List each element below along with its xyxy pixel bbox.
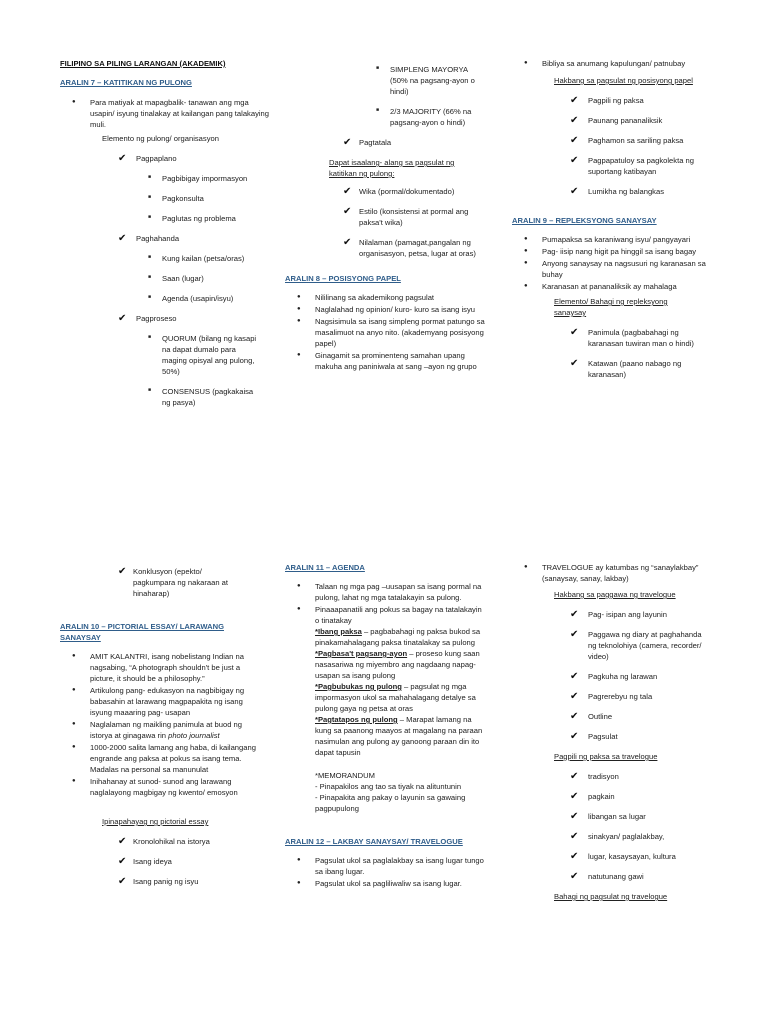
check-item: ✔ tradisyon — [512, 771, 712, 782]
checkmark-icon: ✔ — [570, 851, 579, 862]
checkmark-icon: ✔ — [118, 836, 127, 847]
list-item: ● Ginagamit sa prominenteng samahan upang makuha ang paniniwala at sang –ayon ng grupo — [285, 350, 485, 372]
document-title: FILIPINO SA PILING LARANGAN (AKADEMIK) — [60, 59, 226, 68]
section-aralin-7 — [60, 58, 270, 417]
checkmark-icon: ✔ — [570, 327, 579, 338]
check-item: ✔ sinakyan/ paglalakbay, — [512, 831, 712, 842]
checkmark-icon: ✔ — [118, 856, 127, 867]
ipinapahayag-label: Ipinapahayag ng pictorial essay — [102, 817, 209, 826]
aralin-9-heading: ARALIN 9 – REPLEKSYONG SANAYSAY — [512, 216, 657, 225]
list-item: ● Bibliya sa anumang kapulungan/ patnubay — [512, 58, 712, 69]
section-aralin-9 — [512, 58, 712, 389]
checkmark-icon: ✔ — [570, 358, 579, 369]
list-item: ● Nagsisimula sa isang simpleng pormat patungo sa masalimuot na anyo nito. (akademyang posisyong papel) — [285, 316, 485, 349]
square-bullet-icon: ■ — [148, 174, 152, 180]
square-bullet-icon: ■ — [148, 334, 152, 340]
check-item: ✔ Isang panig ng isyu — [60, 876, 260, 887]
check-item: ✔ Pagsulat — [512, 731, 712, 742]
checkmark-icon: ✔ — [570, 811, 579, 822]
list-item: ● Pinaaapanatili ang pokus sa bagay na tatalakayin o tinatakay *Ibang paksa – pagbabahagi ng paksa bukod sa pinakamahalagang paksa tinatalakay sa pulong *Pagbasa't pagsang-ayon – proseso kung saan nasasariwa ng miyembro ang nagdaang napag-usapan sa isang pulong *Pagbubukas ng pulong – pagsulat ng mga impormasyon ukol sa mahahalagang detalye sa pulong gaya ng petsa at oras *Pagtatapos ng pulong – Marapat lamang na kung sa paanong maayos at magalang na paraan nasimulan ang pulong ay ganoong paraan din ito dapat tapusin — [285, 604, 485, 758]
list-item: ● Anyong sanaysay na nagsusuri ng karanasan sa buhay — [512, 258, 712, 280]
checkmark-icon: ✔ — [343, 206, 352, 217]
square-bullet-icon: ■ — [148, 254, 152, 260]
checkmark-icon: ✔ — [343, 186, 352, 197]
list-item: ● Para matiyak at mapagbalik- tanawan ang mga usapin/ isyung tinalakay at kailangan pang talakaying muli. — [60, 97, 270, 130]
check-item: ✔ Isang ideya — [60, 856, 260, 867]
checkmark-icon: ✔ — [570, 791, 579, 802]
sub-item: ■ 2/3 MAJORITY (66% na pagsang-ayon o hindi) — [376, 107, 472, 127]
check-item: ✔ Pag- isipan ang layunin — [512, 609, 712, 620]
check-item: ✔ lugar, kasaysayan, kultura — [512, 851, 712, 862]
checkmark-icon: ✔ — [570, 155, 579, 166]
square-bullet-icon: ■ — [148, 387, 152, 393]
checkmark-icon: ✔ — [118, 233, 127, 244]
list-item: ● Inihahanay at sunod- sunod ang larawang naglalayong magbigay ng kwento/ emosyon — [60, 776, 260, 798]
memo-item: - Pinapakilos ang tao sa tiyak na alituntunin — [315, 782, 462, 791]
dapat-label: Dapat isaalang- alang sa pagsulat ng katitikan ng pulong: — [329, 158, 455, 178]
checkmark-icon: ✔ — [570, 186, 579, 197]
memo-item: - Pinapakita ang pakay o layunin sa gawaing pagpupulong — [315, 793, 466, 813]
list-item: ● Naglalahad ng opinion/ kuro- kuro sa isang isyu — [285, 304, 485, 315]
sub-item: ■ QUORUM (bilang ng kasapi na dapat dumalo para maging opisyal ang pulong, 50%) — [148, 334, 257, 376]
check-item: ✔ libangan sa lugar — [512, 811, 712, 822]
sub-item: ■ Pagkonsulta — [148, 194, 204, 203]
list-item: ● Artikulong pang- edukasyon na nagbibigay ng babasahin at larawang magpapakita ng isang isyung maaaring pag- usapan — [60, 685, 260, 718]
list-item: ● Nililinang sa akademikong pagsulat — [285, 292, 485, 303]
sub-item: ■ CONSENSUS (pagkakaisa ng pasya) — [148, 387, 254, 407]
sub-item: ■ Agenda (usapin/isyu) — [148, 294, 234, 303]
checkmark-icon: ✔ — [570, 671, 579, 682]
list-item: ● Naglalaman ng maikling panimula at buod ng istorya at ginagawa rin photo journalist — [60, 719, 260, 741]
list-item: ● Pumapaksa sa karaniwang isyu/ pangyayari — [512, 234, 712, 245]
checkmark-icon: ✔ — [570, 95, 579, 106]
aralin-7-heading: ARALIN 7 – KATITIKAN NG PULONG — [60, 78, 192, 87]
check-item: ✔ Paggawa ng diary at paghahanda ng teknolohiya (camera, recorder/ video) — [570, 629, 702, 661]
check-item: ✔ Wika (pormal/dokumentado) — [285, 186, 485, 197]
check-item: ✔ Outline — [512, 711, 712, 722]
checkmark-icon: ✔ — [570, 871, 579, 882]
checkmark-icon: ✔ — [118, 313, 127, 324]
list-item: ● 1000-2000 salita lamang ang haba, di kailangang engrande ang paksa at pokus sa isang tema. Madalas na personal sa manunulat — [60, 742, 260, 775]
sub-item: ■ Paglutas ng problema — [148, 214, 236, 223]
check-item: ✔ Paunang pananaliksik — [512, 115, 712, 126]
square-bullet-icon: ■ — [148, 274, 152, 280]
checkmark-icon: ✔ — [570, 609, 579, 620]
check-item: ✔ Katawan (paano nabago ng karanasan) — [570, 358, 682, 379]
check-item: ✔ Konklusyon (epekto/ pagkumpara ng nakaraan at hinaharap) — [118, 566, 228, 598]
checkmark-icon: ✔ — [570, 711, 579, 722]
sub-item: ■ Kung kailan (petsa/oras) — [148, 254, 245, 263]
elemento-label: Elemento/ Bahagi ng repleksyong sanaysay — [554, 297, 668, 317]
section-aralin-10 — [60, 566, 260, 896]
checkmark-icon: ✔ — [343, 137, 352, 148]
pagpili-label: Pagpili ng paksa sa travelogue — [554, 752, 658, 761]
check-item: ✔ Paghamon sa sariling paksa — [512, 135, 712, 146]
square-bullet-icon: ■ — [376, 107, 380, 113]
check-item: ✔ pagkain — [512, 791, 712, 802]
check-item: ✔ Panimula (pagbabahagi ng karanasan tuwiran man o hindi) — [570, 327, 694, 348]
hakbang-travelogue-label: Hakbang sa paggawa ng travelogue — [554, 590, 676, 599]
sub-item: ■ SIMPLENG MAYORYA (50% na pagsang-ayon o hindi) — [376, 65, 475, 96]
check-item: ✔ Pagpili ng paksa — [512, 95, 712, 106]
check-item: ✔ Nilalaman (pamagat,pangalan ng organisasyon, petsa, lugar at oras) — [343, 237, 476, 258]
aralin-11-heading: ARALIN 11 – AGENDA — [285, 563, 365, 572]
hakbang-label: Hakbang sa pagsulat ng posisyong papel — [554, 76, 693, 85]
list-item: ● Talaan ng mga pag –uusapan sa isang pormal na pulong, lahat ng mga tatalakayin sa pulong. — [285, 581, 485, 603]
list-item: ● Karanasan at pananaliksik ay mahalaga — [512, 281, 712, 292]
check-item: ✔ Pagrerebyu ng tala — [512, 691, 712, 702]
check-item: ✔ Pagproseso — [60, 313, 270, 324]
elemento-label: Elemento ng pulong/ organisasyon — [102, 134, 219, 143]
checkmark-icon: ✔ — [570, 731, 579, 742]
list-item: ● Pagsulat ukol sa paglalakbay sa isang lugar tungo sa ibang lugar. — [285, 855, 485, 877]
list-item: ● Pag- iisip nang higit pa hinggil sa isang bagay — [512, 246, 712, 257]
aralin-10-heading: ARALIN 10 – PICTORIAL ESSAY/ LARAWANG SANAYSAY — [60, 622, 224, 642]
bahagi-label: Bahagi ng pagsulat ng travelogue — [554, 892, 668, 901]
check-item: ✔ Pagpaplano — [60, 153, 270, 164]
aralin-8-heading: ARALIN 8 – POSISYONG PAPEL — [285, 274, 401, 283]
square-bullet-icon: ■ — [376, 65, 380, 71]
checkmark-icon: ✔ — [570, 115, 579, 126]
aralin-12-heading: ARALIN 12 – LAKBAY SANAYSAY/ TRAVELOGUE — [285, 837, 463, 846]
check-item: ✔ Paghahanda — [60, 233, 270, 244]
checkmark-icon: ✔ — [570, 629, 579, 640]
checkmark-icon: ✔ — [118, 876, 127, 887]
section-aralin-11 — [285, 562, 485, 890]
check-item: ✔ Pagtatala — [285, 137, 485, 148]
sub-item: ■ Saan (lugar) — [148, 274, 204, 283]
checkmark-icon: ✔ — [118, 566, 127, 577]
square-bullet-icon: ■ — [148, 194, 152, 200]
checkmark-icon: ✔ — [570, 831, 579, 842]
section-travelogue — [512, 562, 712, 902]
checkmark-icon: ✔ — [570, 691, 579, 702]
memorandum-label: *MEMORANDUM — [315, 771, 375, 780]
list-item: ● Pagsulat ukol sa pagliliwaliw sa isang lugar. — [285, 878, 485, 889]
section-aralin-7-cont — [285, 64, 485, 373]
square-bullet-icon: ■ — [148, 294, 152, 300]
list-item: ● TRAVELOGUE ay katumbas ng “sanaylakbay” (sanaysay, sanay, lakbay) — [512, 562, 712, 584]
checkmark-icon: ✔ — [343, 237, 352, 248]
check-item: ✔ Estilo (konsistensi at pormal ang paksa't wika) — [343, 206, 469, 227]
check-item: ✔ natutunang gawi — [512, 871, 712, 882]
check-item: ✔ Pagkuha ng larawan — [512, 671, 712, 682]
sub-item: ■ Pagbibigay impormasyon — [148, 174, 248, 183]
checkmark-icon: ✔ — [570, 135, 579, 146]
list-item: ● AMIT KALANTRI, isang nobelistang Indian na nagsabing, “A photograph shouldn't be just a picture, it should be a philosophy.” — [60, 651, 260, 684]
checkmark-icon: ✔ — [118, 153, 127, 164]
checkmark-icon: ✔ — [570, 771, 579, 782]
check-item: ✔ Pagpapatuloy sa pagkolekta ng suportang katibayan — [570, 155, 694, 176]
square-bullet-icon: ■ — [148, 214, 152, 220]
check-item: ✔ Kronolohikal na istorya — [60, 836, 260, 847]
check-item: ✔ Lumikha ng balangkas — [512, 186, 712, 197]
